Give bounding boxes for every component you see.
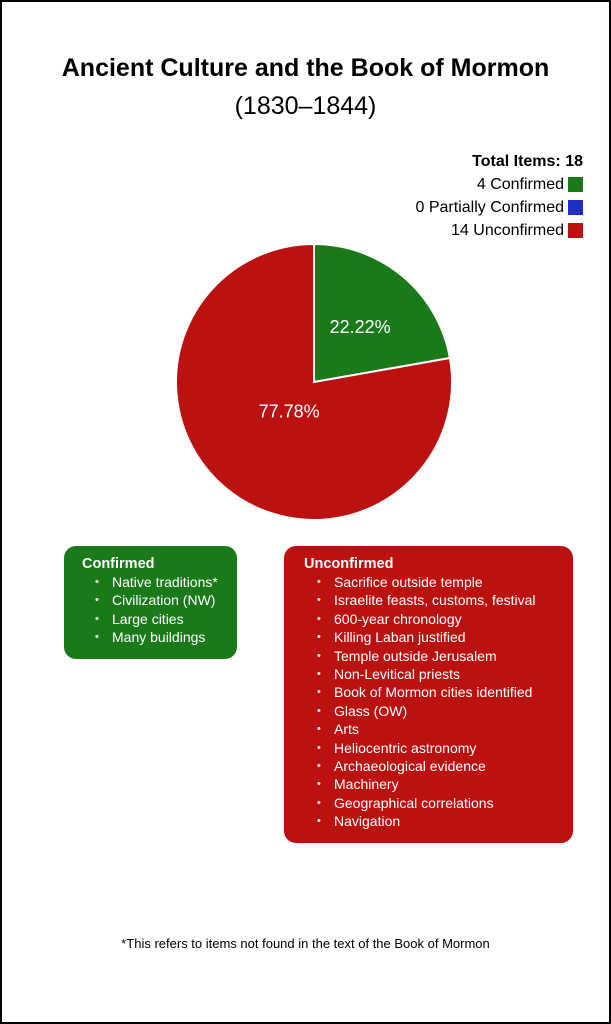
legend-label: 0 Partially Confirmed — [415, 199, 564, 216]
list-item: • Glass (OW) — [334, 702, 561, 720]
list-item: • Arts — [334, 720, 561, 738]
list-item: • Geographical correlations — [334, 794, 561, 812]
unconfirmed-heading: Unconfirmed — [304, 556, 394, 572]
legend-label: 14 Unconfirmed — [451, 222, 564, 239]
legend-label: 4 Confirmed — [476, 176, 564, 193]
list-item: • Israelite feasts, customs, festival — [334, 591, 561, 609]
list-item: • Book of Mormon cities identified — [334, 683, 561, 701]
unconfirmed-list — [304, 573, 561, 831]
chart-title: Ancient Culture and the Book of Mormon — [61, 54, 550, 82]
unconfirmed-box — [284, 546, 573, 843]
list-item: • Machinery — [334, 775, 561, 793]
list-item: • Large cities — [112, 610, 225, 628]
pie-chart — [2, 2, 609, 542]
confirmed-list — [82, 573, 225, 647]
list-item: • Non-Levitical priests — [334, 665, 561, 683]
confirmed-heading: Confirmed — [82, 556, 155, 572]
pie-data-label: 77.78% — [258, 401, 320, 422]
legend-total: Total Items: 18 — [472, 153, 583, 170]
list-item: • Civilization (NW) — [112, 591, 225, 609]
footnote: *This refers to items not found in the text of the Book of Mormon — [121, 936, 490, 951]
list-item: • Many buildings — [112, 628, 225, 646]
pie-data-label: 22.22% — [329, 317, 391, 338]
list-item: • Native traditions* — [112, 573, 225, 591]
chart-subtitle: (1830–1844) — [234, 92, 377, 120]
confirmed-box — [64, 546, 237, 659]
list-item: • Heliocentric astronomy — [334, 739, 561, 757]
list-item: • Temple outside Jerusalem — [334, 647, 561, 665]
list-item: • Navigation — [334, 812, 561, 830]
list-item: • Killing Laban justified — [334, 628, 561, 646]
list-item: • Sacrifice outside temple — [334, 573, 561, 591]
list-item: • Archaeological evidence — [334, 757, 561, 775]
list-item: • 600-year chronology — [334, 610, 561, 628]
